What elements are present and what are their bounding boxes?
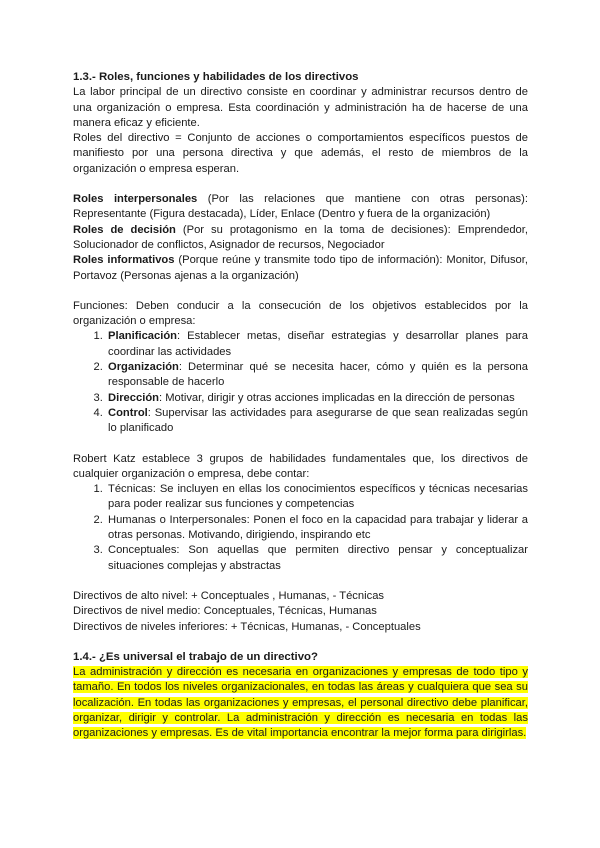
function-name: Dirección: [108, 391, 159, 404]
role-name: Roles de decisión: [73, 223, 176, 236]
list-item: 1. Técnicas: Se incluyen en ellas los conocimientos específicos y técnicas necesarias para poder realizar sus funciones y competencias: [106, 482, 528, 513]
list-item: 3. Conceptuales: Son aquellas que permiten directivo pensar y conceptualizar situaciones complejas y abstractas: [106, 543, 528, 574]
list-item: [106, 406, 528, 437]
list-item: [106, 391, 528, 406]
role-informativos: [73, 253, 528, 284]
funciones-intro: Funciones: Deben conducir a la consecución de los objetivos establecidos por la organización o empresa:: [73, 299, 528, 328]
section-1-4-title: 1.4.- ¿Es universal el trabajo de un directivo?: [73, 650, 318, 663]
role-decision: [73, 223, 528, 254]
nivel-alto: Directivos de alto nivel: + Conceptuales , Humanas, - Técnicas: [73, 589, 385, 602]
document-page: [73, 70, 528, 742]
function-description: : Determinar qué se necesita hacer, cómo y quién es la persona responsable de hacerlo: [108, 361, 528, 389]
section-1-4-paragraph: [73, 665, 528, 741]
role-description: (Por las relaciones que mantiene con otras personas): Representante (Figura destacada), Líder, Enlace (Dentro y fuera de la organización): [73, 193, 528, 221]
nivel-inferior: Directivos de niveles inferiores: + Técnicas, Humanas, - Conceptuales: [73, 620, 421, 633]
funciones-list: [73, 329, 528, 436]
nivel-medio: Directivos de nivel medio: Conceptuales, Técnicas, Humanas: [73, 605, 377, 618]
role-interpersonales: [73, 192, 528, 223]
section-1-3-paragraph-1: La labor principal de un directivo consiste en coordinar y administrar recursos dentro de una organización o empresa. Esta coordinación y administración ha de hacerse de una manera eficaz y eficiente.: [73, 86, 528, 129]
list-item: [106, 329, 528, 360]
list-item: [106, 360, 528, 391]
list-item: 2. Humanas o Interpersonales: Ponen el foco en la capacidad para trabajar y liderar a otras personas. Motivando, dirigiendo, inspirando etc: [106, 513, 528, 544]
section-1-3-paragraph-2: Roles del directivo = Conjunto de acciones o comportamientos específicos puestos de manifiesto por una persona directiva y que además, el resto de miembros de la organización o empresa esperan.: [73, 132, 528, 175]
function-name: Organización: [108, 361, 179, 374]
section-1-3-title: 1.3.- Roles, funciones y habilidades de los directivos: [73, 71, 359, 83]
role-description: (Por su protagonismo en la toma de decisiones): Emprendedor, Solucionador de conflictos, Asignador de recursos, Negociador: [73, 223, 528, 251]
function-name: Planificación: [108, 330, 178, 343]
katz-intro: Robert Katz establece 3 grupos de habilidades fundamentales que, los directivos de cualquier organización o empresa, debe contar:: [73, 452, 528, 480]
role-name: Roles informativos: [73, 254, 175, 267]
highlighted-text: La administración y dirección es necesaria en organizaciones y empresas de todo tipo y tamaño. En todos los niveles organizacionales, en todas las áreas y cualquiera que sea su localización. En todas las organizaciones y empresas, el personal directivo debe planificar, organizar, dirigir y controlar. La administración y dirección es necesaria en todas las organizaciones y empresas. Es de vital importancia encontrar la mejor forma para dirigirlas.: [73, 666, 528, 740]
role-description: (Porque reúne y transmite todo tipo de información): Monitor, Difusor, Portavoz (Personas ajenas a la organización): [73, 254, 528, 282]
function-description: : Establecer metas, diseñar estrategias y desarrollar planes para coordinar las actividades: [108, 330, 528, 358]
function-description: : Motivar, dirigir y otras acciones implicadas en la dirección de personas: [158, 391, 515, 404]
role-name: Roles interpersonales: [73, 193, 198, 206]
function-name: Control: [108, 406, 148, 419]
function-description: : Supervisar las actividades para asegurarse de que sean realizadas según lo planificado: [108, 406, 528, 435]
katz-list: [73, 482, 528, 574]
